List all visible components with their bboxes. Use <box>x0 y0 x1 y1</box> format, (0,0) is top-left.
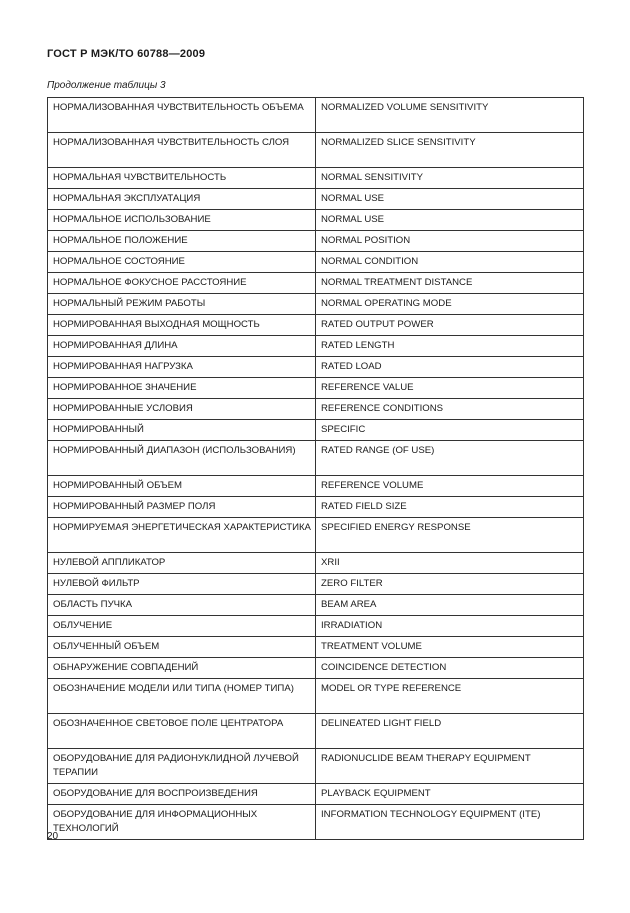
term-russian: ОБЛУЧЕННЫЙ ОБЪЕМ <box>48 637 316 658</box>
terms-table-body <box>48 98 584 840</box>
table-caption: Продолжение таблицы 3 <box>47 80 166 91</box>
table-row <box>48 714 584 749</box>
table-row <box>48 357 584 378</box>
term-english: NORMALIZED VOLUME SENSITIVITY <box>316 98 584 133</box>
term-english: NORMALIZED SLICE SENSITIVITY <box>316 133 584 168</box>
term-english: NORMAL OPERATING MODE <box>316 294 584 315</box>
term-russian: НОРМАЛЬНОЕ ФОКУСНОЕ РАССТОЯНИЕ <box>48 273 316 294</box>
table-row <box>48 518 584 553</box>
term-russian: НОРМИРОВАННЫЙ ДИАПАЗОН (ИСПОЛЬЗОВАНИЯ) <box>48 441 316 476</box>
term-english: NORMAL CONDITION <box>316 252 584 273</box>
table-row <box>48 133 584 168</box>
term-english: MODEL OR TYPE REFERENCE <box>316 679 584 714</box>
term-russian: НОРМИРОВАННАЯ НАГРУЗКА <box>48 357 316 378</box>
term-english: COINCIDENCE DETECTION <box>316 658 584 679</box>
table-row <box>48 476 584 497</box>
term-english: SPECIFIED ENERGY RESPONSE <box>316 518 584 553</box>
term-english: DELINEATED LIGHT FIELD <box>316 714 584 749</box>
table-row <box>48 805 584 840</box>
term-russian: ОБЛАСТЬ ПУЧКА <box>48 595 316 616</box>
term-english: RATED OUTPUT POWER <box>316 315 584 336</box>
table-row <box>48 189 584 210</box>
term-russian: НОРМИРОВАННЫЙ РАЗМЕР ПОЛЯ <box>48 497 316 518</box>
table-row <box>48 784 584 805</box>
term-russian: ОБНАРУЖЕНИЕ СОВПАДЕНИЙ <box>48 658 316 679</box>
table-row <box>48 315 584 336</box>
table-row <box>48 336 584 357</box>
table-row <box>48 637 584 658</box>
table-row <box>48 399 584 420</box>
term-russian: НОРМИРОВАННЫЙ ОБЪЕМ <box>48 476 316 497</box>
term-russian: НОРМИРОВАННЫЙ <box>48 420 316 441</box>
term-russian: НОРМАЛИЗОВАННАЯ ЧУВСТВИТЕЛЬНОСТЬ СЛОЯ <box>48 133 316 168</box>
term-english: TREATMENT VOLUME <box>316 637 584 658</box>
term-english: INFORMATION TECHNOLOGY EQUIPMENT (ITE) <box>316 805 584 840</box>
term-russian: НОРМИРОВАННАЯ ДЛИНА <box>48 336 316 357</box>
term-russian: НОРМИРОВАННОЕ ЗНАЧЕНИЕ <box>48 378 316 399</box>
term-english: SPECIFIC <box>316 420 584 441</box>
term-english: RATED LENGTH <box>316 336 584 357</box>
term-russian: НОРМАЛЬНЫЙ РЕЖИМ РАБОТЫ <box>48 294 316 315</box>
term-english: REFERENCE VALUE <box>316 378 584 399</box>
term-english: REFERENCE CONDITIONS <box>316 399 584 420</box>
table-row <box>48 168 584 189</box>
term-russian: НОРМИРОВАННЫЕ УСЛОВИЯ <box>48 399 316 420</box>
term-english: NORMAL USE <box>316 210 584 231</box>
table-row <box>48 749 584 784</box>
term-english: RATED FIELD SIZE <box>316 497 584 518</box>
term-russian: НОРМАЛЬНОЕ СОСТОЯНИЕ <box>48 252 316 273</box>
term-russian: НОРМАЛЬНАЯ ЧУВСТВИТЕЛЬНОСТЬ <box>48 168 316 189</box>
terms-table <box>47 97 584 840</box>
table-row <box>48 553 584 574</box>
page-number: 20 <box>47 831 59 842</box>
table-row <box>48 595 584 616</box>
table-row <box>48 98 584 133</box>
term-russian: ОБОРУДОВАНИЕ ДЛЯ ИНФОРМАЦИОННЫХ ТЕХНОЛОГИЙ <box>48 805 316 840</box>
table-row <box>48 574 584 595</box>
term-english: NORMAL POSITION <box>316 231 584 252</box>
term-english: RATED RANGE (OF USE) <box>316 441 584 476</box>
table-row <box>48 378 584 399</box>
term-russian: НОРМАЛЬНОЕ ПОЛОЖЕНИЕ <box>48 231 316 252</box>
term-russian: НОРМАЛЬНОЕ ИСПОЛЬЗОВАНИЕ <box>48 210 316 231</box>
table-row <box>48 616 584 637</box>
term-english: NORMAL USE <box>316 189 584 210</box>
table-row <box>48 441 584 476</box>
term-english: NORMAL SENSITIVITY <box>316 168 584 189</box>
term-russian: ОБОЗНАЧЕНИЕ МОДЕЛИ ИЛИ ТИПА (НОМЕР ТИПА) <box>48 679 316 714</box>
term-english: IRRADIATION <box>316 616 584 637</box>
term-english: NORMAL TREATMENT DISTANCE <box>316 273 584 294</box>
document-header: ГОСТ Р МЭК/ТО 60788—2009 <box>47 48 206 60</box>
term-russian: ОБОЗНАЧЕННОЕ СВЕТОВОЕ ПОЛЕ ЦЕНТРАТОРА <box>48 714 316 749</box>
term-russian: НОРМИРУЕМАЯ ЭНЕРГЕТИЧЕСКАЯ ХАРАКТЕРИСТИКА <box>48 518 316 553</box>
term-english: XRII <box>316 553 584 574</box>
table-row <box>48 231 584 252</box>
table-row <box>48 273 584 294</box>
term-russian: ОБОРУДОВАНИЕ ДЛЯ ВОСПРОИЗВЕДЕНИЯ <box>48 784 316 805</box>
term-russian: НУЛЕВОЙ АППЛИКАТОР <box>48 553 316 574</box>
table-row <box>48 497 584 518</box>
term-english: REFERENCE VOLUME <box>316 476 584 497</box>
table-row <box>48 420 584 441</box>
table-row <box>48 658 584 679</box>
term-russian: ОБЛУЧЕНИЕ <box>48 616 316 637</box>
term-russian: ОБОРУДОВАНИЕ ДЛЯ РАДИОНУКЛИДНОЙ ЛУЧЕВОЙ ТЕРАПИИ <box>48 749 316 784</box>
term-english: BEAM AREA <box>316 595 584 616</box>
term-english: ZERO FILTER <box>316 574 584 595</box>
term-russian: НОРМАЛИЗОВАННАЯ ЧУВСТВИТЕЛЬНОСТЬ ОБЪЕМА <box>48 98 316 133</box>
term-russian: НОРМАЛЬНАЯ ЭКСПЛУАТАЦИЯ <box>48 189 316 210</box>
table-row <box>48 210 584 231</box>
term-russian: НУЛЕВОЙ ФИЛЬТР <box>48 574 316 595</box>
term-english: RATED LOAD <box>316 357 584 378</box>
term-russian: НОРМИРОВАННАЯ ВЫХОДНАЯ МОЩНОСТЬ <box>48 315 316 336</box>
table-row <box>48 679 584 714</box>
term-english: RADIONUCLIDE BEAM THERAPY EQUIPMENT <box>316 749 584 784</box>
term-english: PLAYBACK EQUIPMENT <box>316 784 584 805</box>
table-row <box>48 252 584 273</box>
table-row <box>48 294 584 315</box>
